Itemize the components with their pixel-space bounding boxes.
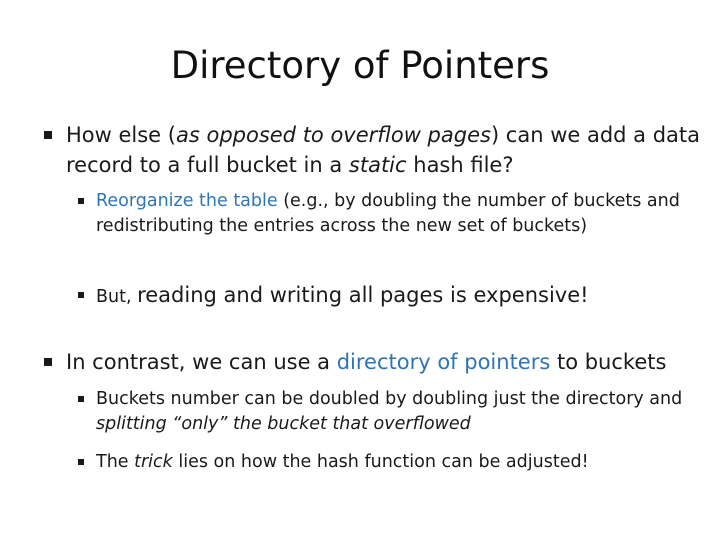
sub-bullet-expensive <box>74 283 714 310</box>
square-bullet-icon <box>44 358 52 366</box>
sub-bullet-trick <box>74 450 714 475</box>
text-run: The <box>96 452 135 472</box>
text-run: hash file? <box>406 153 514 177</box>
text-run: lies on how the hash function can be adjusted! <box>172 452 589 472</box>
italic-text: trick <box>134 452 173 472</box>
text-run: to buckets <box>550 350 667 374</box>
bullet-overflow-question <box>38 120 710 180</box>
text-run: reading and writing all pages is expensive! <box>137 283 589 307</box>
italic-text: as opposed to overflow pages <box>175 123 491 147</box>
square-bullet-icon <box>78 198 84 204</box>
square-bullet-icon <box>78 292 84 298</box>
highlighted-text: Reorganize the table <box>96 191 278 211</box>
text-run: In contrast, we can use a <box>66 350 337 374</box>
sub-bullet-reorganize <box>74 189 714 239</box>
slide-title: Directory of Pointers <box>170 44 550 87</box>
highlighted-text: directory of pointers <box>336 350 551 374</box>
bullet-directory <box>38 347 710 377</box>
text-run: But, <box>96 287 138 307</box>
square-bullet-icon <box>44 131 52 139</box>
italic-text: splitting “only” the bucket that overflowed <box>96 414 471 434</box>
text-run: How else ( <box>66 123 176 147</box>
sub-bullet-doubling <box>74 387 714 437</box>
text-run: (e.g., by doubling the number of buckets and redistributing the entries across the new set of buckets) <box>96 191 680 236</box>
square-bullet-icon <box>78 459 84 465</box>
text-run: ) can we add a data record to a full bucket in a <box>66 123 701 177</box>
text-run: Buckets number can be doubled by doubling just the directory and <box>96 389 683 409</box>
italic-text: static <box>348 153 407 177</box>
square-bullet-icon <box>78 396 84 402</box>
